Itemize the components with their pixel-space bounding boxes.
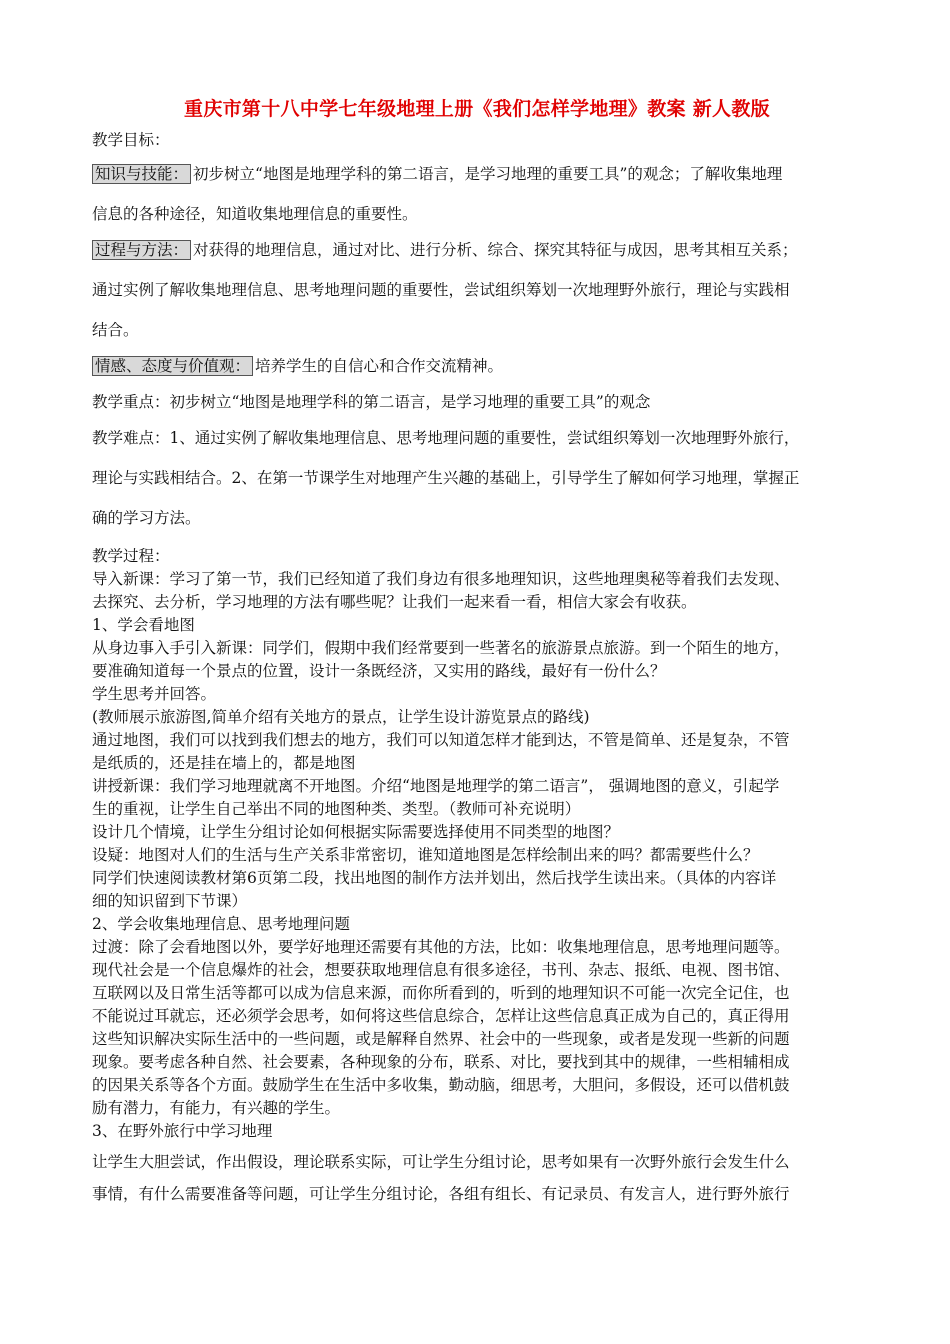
process-paragraph-line: 要准确知道每一个景点的位置，设计一条既经济，又实用的路线，最好有一份什么？ [92, 662, 666, 680]
emotion-line [92, 353, 862, 379]
process-paragraph-line: 3、在野外旅行中学习地理 [92, 1122, 273, 1140]
process-paragraph-line: 互联网以及日常生活等都可以成为信息来源，而你所看到的，听到的地理知识不可能一次完全记住，也 [92, 984, 790, 1002]
process-paragraph-line: 设疑：地图对人们的生活与生产关系非常密切，谁知道地图是怎样绘制出来的吗？都需要些什么？ [92, 846, 759, 864]
emotion-label: 情感、态度与价值观： [92, 356, 253, 376]
process-paragraph-line: 过渡：除了会看地图以外，要学好地理还需要有其他的方法，比如：收集地理信息，思考地理问题等。 [92, 938, 790, 956]
process-paragraph-line: 励有潜力，有能力，有兴趣的学生。 [92, 1099, 341, 1117]
process-line-2: 通过实例了解收集地理信息、思考地理问题的重要性，尝试组织筹划一次地理野外旅行，理论与实践相 [92, 281, 790, 299]
objectives-heading: 教学目标： [92, 131, 170, 149]
difficulty-line-2: 理论与实践相结合。2、在第一节课学生对地理产生兴趣的基础上，引导学生了解如何学习地理，掌握正 [92, 469, 800, 487]
emotion-text: 培养学生的自信心和合作交流精神。 [255, 357, 504, 375]
field-trip-line: 事情，有什么需要准备等问题，可让学生分组讨论，各组有组长、有记录员、有发言人，进行野外旅行 [92, 1185, 790, 1203]
process-line-1 [92, 237, 862, 263]
field-trip-line: 让学生大胆尝试，作出假设，理论联系实际，可让学生分组讨论，思考如果有一次野外旅行会发生什么 [92, 1153, 790, 1171]
process-paragraph-line: 细的知识留到下节课） [92, 892, 248, 910]
lesson-plan-page [92, 94, 862, 1207]
process-paragraph-line: 现象。要考虑各种自然、社会要素，各种现象的分布，联系、对比，要找到其中的规律，一些相辅相成 [92, 1053, 790, 1071]
process-paragraph-line: 现代社会是一个信息爆炸的社会，想要获取地理信息有很多途径，书刊、杂志、报纸、电视、图书馆、 [92, 961, 790, 979]
process-paragraph-line: 不能说过耳就忘，还必须学会思考，如何将这些信息综合，怎样让这些信息真正成为自己的，真正得用 [92, 1007, 790, 1025]
process-paragraph-line: 2、学会收集地理信息、思考地理问题 [92, 915, 350, 933]
process-paragraph-line: 的因果关系等各个方面。鼓励学生在生活中多收集，勤动脑，细思考，大胆问，多假设，还可以借机鼓 [92, 1076, 790, 1094]
process-line-3: 结合。 [92, 321, 139, 339]
process-paragraph-line: 导入新课：学习了第一节，我们已经知道了我们身边有很多地理知识，这些地理奥秘等着我们去发现、 [92, 570, 790, 588]
field-trip-section [92, 1149, 862, 1207]
knowledge-text-1: 初步树立“地图是地理学科的第二语言，是学习地理的重要工具”的观念；了解收集地理 [193, 165, 783, 183]
knowledge-label: 知识与技能： [92, 164, 191, 184]
process-paragraph-line: 通过地图，我们可以找到我们想去的地方，我们可以知道怎样才能到达，不管是简单、还是复杂，不管 [92, 731, 790, 749]
teaching-process [92, 545, 862, 1143]
process-label: 过程与方法： [92, 240, 191, 260]
difficulty-line-3: 确的学习方法。 [92, 509, 201, 527]
knowledge-line-1 [92, 161, 862, 187]
process-paragraph-line: 同学们快速阅读教材第6页第二段，找出地图的制作方法并划出，然后找学生读出来。（具体的内容详 [92, 869, 777, 887]
key-point: 教学重点：初步树立“地图是地理学科的第二语言，是学习地理的重要工具”的观念 [92, 393, 651, 411]
difficulty-line-1: 教学难点：1、通过实例了解收集地理信息、思考地理问题的重要性，尝试组织筹划一次地理野外旅行， [92, 429, 800, 447]
process-paragraph-line: 教学过程： [92, 547, 170, 565]
process-paragraph-line: 去探究、去分析，学习地理的方法有哪些呢？让我们一起来看一看，相信大家会有收获。 [92, 593, 697, 611]
process-paragraph-line: 这些知识解决实际生活中的一些问题，或是解释自然界、社会中的一些现象，或者是发现一些新的问题 [92, 1030, 790, 1048]
process-text-1: 对获得的地理信息，通过对比、进行分析、综合、探究其特征与成因，思考其相互关系； [193, 241, 798, 259]
knowledge-line-2: 信息的各种途径，知道收集地理信息的重要性。 [92, 205, 418, 223]
process-paragraph-line: (教师展示旅游图,简单介绍有关地方的景点，让学生设计游览景点的路线) [92, 708, 590, 726]
process-paragraph-line: 学生思考并回答。 [92, 685, 217, 703]
document-title: 重庆市第十八中学七年级地理上册《我们怎样学地理》教案 新人教版 [184, 98, 770, 120]
process-paragraph-line: 设计几个情境，让学生分组讨论如何根据实际需要选择使用不同类型的地图？ [92, 823, 620, 841]
process-paragraph-line: 1、学会看地图 [92, 616, 195, 634]
process-paragraph-line: 生的重视，让学生自己举出不同的地图种类、类型。（教师可补充说明） [92, 800, 581, 818]
process-paragraph-line: 是纸质的，还是挂在墙上的，都是地图 [92, 754, 356, 772]
process-paragraph-line: 讲授新课：我们学习地理就离不开地图。介绍“地图是地理学的第二语言”， 强调地图的意义，引起学 [92, 777, 780, 795]
process-paragraph-line: 从身边事入手引入新课：同学们，假期中我们经常要到一些著名的旅游景点旅游。到一个陌生的地方， [92, 639, 790, 657]
